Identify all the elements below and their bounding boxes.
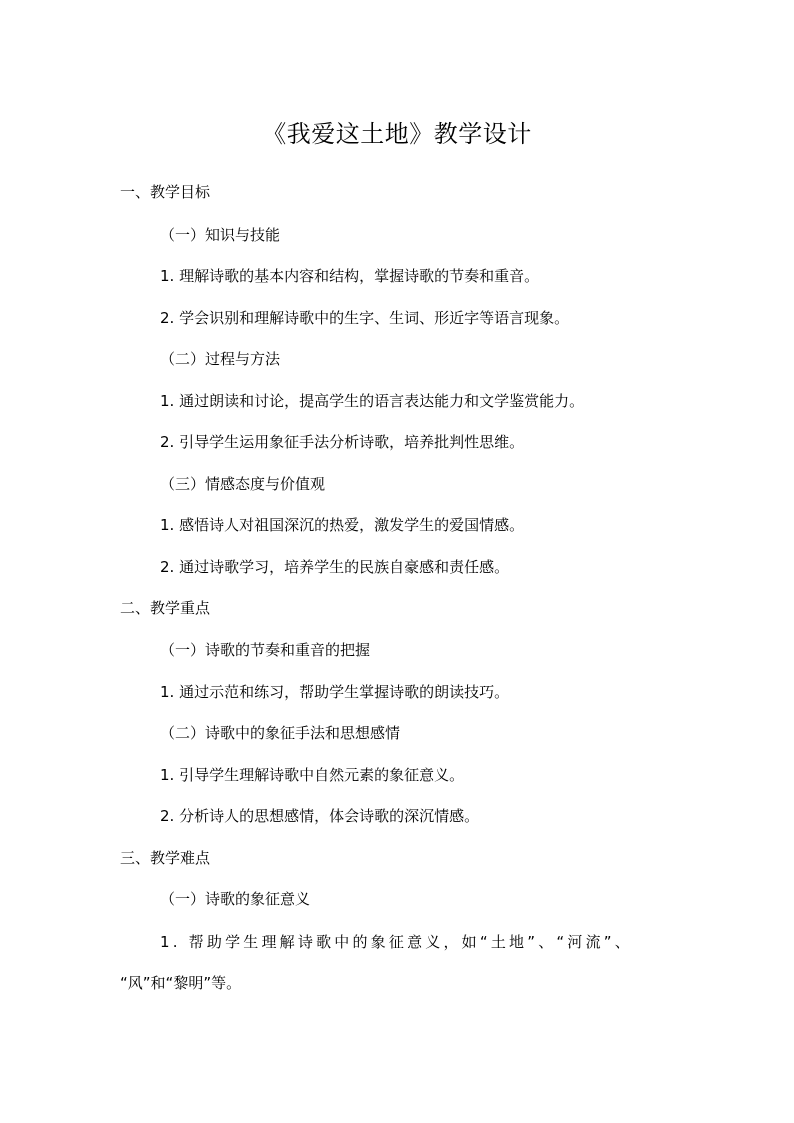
subsection-heading: （一）知识与技能 [160,226,281,244]
document-title: 《我爱这土地》教学设计 [262,120,532,148]
subsection-heading: （二）过程与方法 [160,350,281,368]
subsection-heading: （一）诗歌的节奏和重音的把握 [160,641,371,659]
list-item-continuation: “风”和“黎明”等。 [120,974,242,992]
subsection-heading: （一）诗歌的象征意义 [160,890,311,908]
list-item: 2. 学会识别和理解诗歌中的生字、生词、形近字等语言现象。 [160,309,570,327]
list-item: 1. 通过朗读和讨论，提高学生的语言表达能力和文学鉴赏能力。 [160,392,585,410]
section-heading: 三、教学难点 [120,849,211,867]
list-item: 2. 引导学生运用象征手法分析诗歌，培养批判性思维。 [160,433,525,451]
list-item: 2. 通过诗歌学习，培养学生的民族自豪感和责任感。 [160,558,510,576]
subsection-heading: （三）情感态度与价值观 [160,475,326,493]
list-item-text: 1. 帮助学生理解诗歌中的象征意义，如“土地”、“河流”、 [160,933,633,951]
list-item: 2. 分析诗人的思想感情，体会诗歌的深沉情感。 [160,807,480,825]
list-item: 1. 感悟诗人对祖国深沉的热爱，激发学生的爱国情感。 [160,516,525,534]
subsection-heading: （二）诗歌中的象征手法和思想感情 [160,724,401,742]
list-item-justified [160,931,668,953]
list-item: 1. 通过示范和练习，帮助学生掌握诗歌的朗读技巧。 [160,683,510,701]
section-heading: 二、教学重点 [120,599,211,617]
list-item: 1. 引导学生理解诗歌中自然元素的象征意义。 [160,766,465,784]
section-heading: 一、教学目标 [120,183,211,201]
list-item: 1. 理解诗歌的基本内容和结构，掌握诗歌的节奏和重音。 [160,267,540,285]
